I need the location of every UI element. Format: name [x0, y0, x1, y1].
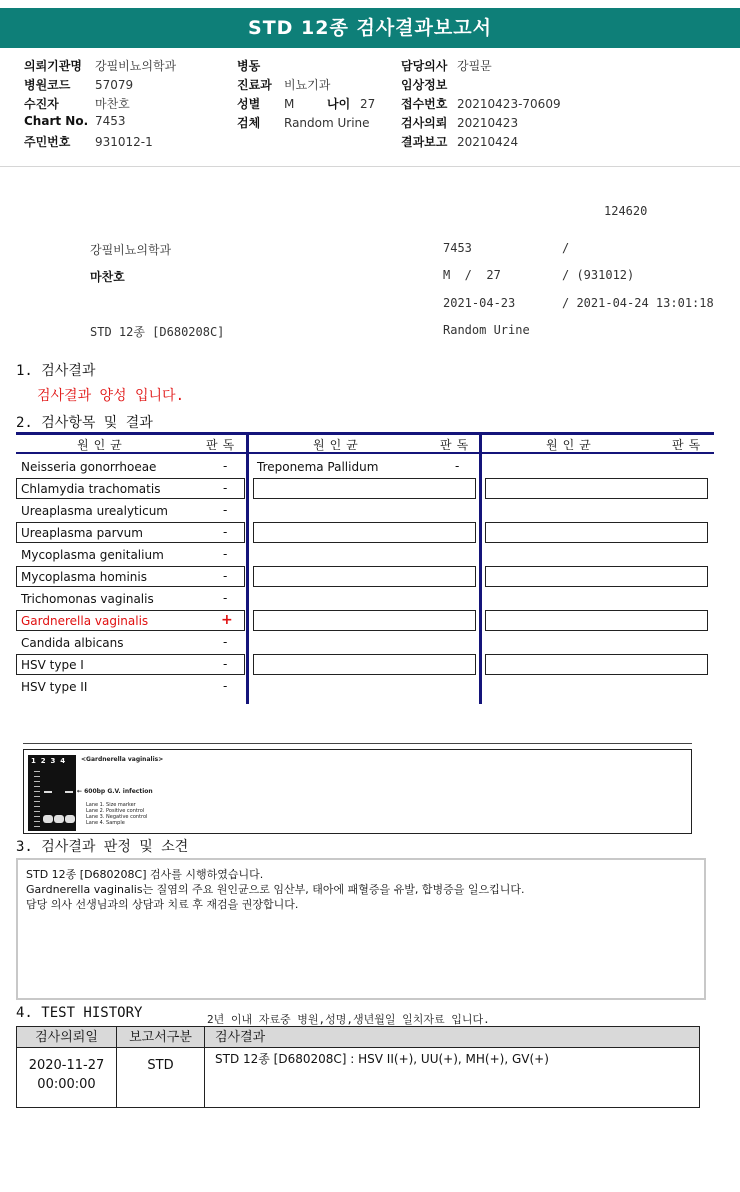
header-value: 57079	[95, 78, 134, 92]
organism-result: -	[223, 657, 228, 671]
test-name: STD 12종 [D680208C]	[90, 325, 225, 339]
organism-result: -	[223, 503, 228, 517]
patient-name: 마찬호	[90, 270, 125, 284]
result-row-box	[485, 654, 708, 675]
opinion-line: 담당 의사 선생님과의 상담과 치료 후 재검을 권장합니다.	[26, 898, 299, 911]
birth-date: / (931012)	[562, 268, 635, 282]
gel-primer-band	[43, 815, 53, 823]
organism-result: -	[223, 635, 228, 649]
organism-name: Candida albicans	[21, 636, 124, 650]
header-label: 결과보고	[401, 135, 448, 149]
organism-result: -	[223, 525, 228, 539]
header-label: 접수번호	[401, 97, 448, 111]
history-header-type: 보고서구분	[117, 1027, 205, 1048]
col2-organism-header: 원인균	[313, 438, 363, 452]
report-datetime: / 2021-04-24 13:01:18	[562, 296, 714, 310]
gel-image-panel	[23, 749, 692, 834]
gel-primer-band	[54, 815, 64, 823]
col1-judge-header: 판독	[206, 438, 240, 452]
history-date-cell	[17, 1048, 117, 1107]
header-label: 수진자	[24, 97, 59, 111]
organism-name: HSV type II	[21, 680, 88, 694]
history-note: 2년 이내 자료중 병원,성명,생년월일 일치자료 입니다.	[207, 1013, 490, 1026]
history-table	[16, 1026, 700, 1108]
header-col2	[237, 57, 375, 133]
organism-name: Ureaplasma parvum	[21, 526, 143, 540]
sex-value: M	[284, 97, 295, 111]
age-value: 27	[360, 97, 376, 111]
gel-lane-legend: Lane 2. Positive control	[86, 808, 145, 814]
result-row-box	[253, 654, 476, 675]
organism-name: Chlamydia trachomatis	[21, 482, 161, 496]
header-value: 20210423	[457, 116, 519, 130]
result-row-box	[485, 522, 708, 543]
gel-band-label: ← 600bp G.V. infection	[77, 788, 153, 795]
header-value: 마찬호	[95, 97, 130, 111]
header-value: 20210424	[457, 135, 519, 149]
col3-organism-header: 원인균	[546, 438, 596, 452]
hospital-name: 강필비뇨의학과	[90, 243, 172, 257]
organism-name: HSV type I	[21, 658, 84, 672]
request-date: 2021-04-23	[443, 296, 516, 310]
organism-name: Mycoplasma genitalium	[21, 548, 164, 562]
organism-name: Ureaplasma urealyticum	[21, 504, 168, 518]
header-label: 주민번호	[24, 135, 71, 149]
history-date: 2020-11-27	[28, 1058, 105, 1073]
gel-lane-numbers: 1 2 3 4	[31, 757, 66, 765]
history-time: 00:00:00	[37, 1077, 96, 1092]
gel-ladder-band	[34, 767, 40, 827]
section-history-title: 4. TEST HISTORY	[16, 1005, 143, 1021]
positive-result-message: 검사결과 양성 입니다.	[37, 388, 185, 404]
opinion-line: Gardnerella vaginalis는 질염의 주요 원인균으로 임산부, 태아에 패혈증을 유발, 합병증을 일으킵니다.	[26, 883, 525, 896]
result-row-box	[253, 522, 476, 543]
organism-name: Trichomonas vaginalis	[21, 592, 154, 606]
info-slash: /	[562, 241, 570, 255]
organism-result: -	[223, 569, 228, 583]
section-items-title: 2. 검사항목 및 결과	[16, 415, 153, 431]
col1-organism-header: 원인균	[77, 438, 127, 452]
organism-name-positive: Gardnerella vaginalis	[21, 614, 149, 628]
result-row-box	[485, 610, 708, 631]
grid-divider-1	[246, 432, 249, 704]
result-row-box	[253, 478, 476, 499]
header-label: 병원코드	[24, 78, 71, 92]
organism-result-positive: +	[221, 612, 233, 628]
organism-result: -	[223, 459, 228, 473]
gel-band	[65, 791, 73, 793]
report-title: STD 12종 검사결과보고서	[0, 8, 740, 48]
history-result: STD 12종 [D680208C] : HSV II(+), UU(+), MH(+), GV(+)	[215, 1052, 549, 1066]
header-value: 931012-1	[95, 135, 153, 149]
dept-label: 진료과	[237, 78, 272, 92]
gel-primer-band	[65, 815, 75, 823]
history-header-date: 검사의뢰일	[17, 1027, 117, 1048]
col3-judge-header: 판독	[672, 438, 706, 452]
age-label: 나이	[327, 97, 351, 111]
sex-label: 성별	[237, 97, 261, 111]
header-label: Chart No.	[24, 114, 89, 128]
organism-result: -	[223, 679, 228, 693]
history-header-result: 검사결과	[205, 1027, 699, 1048]
organism-result: -	[223, 547, 228, 561]
sex-age: M / 27	[443, 268, 501, 282]
gel-lane-legend: Lane 4. Sample	[86, 820, 125, 826]
header-label: 임상정보	[401, 78, 448, 92]
specimen-type: Random Urine	[443, 323, 530, 337]
grid-divider-2	[479, 432, 482, 704]
header-col3	[401, 57, 561, 152]
specimen-value: Random Urine	[284, 116, 370, 130]
specimen-label: 검체	[237, 116, 261, 130]
header-value: 20210423-70609	[457, 97, 561, 111]
header-value: 강필비뇨의학과	[95, 59, 177, 73]
gel-lane-legend: Lane 3. Negative control	[86, 814, 148, 820]
organism-result: -	[455, 459, 460, 473]
report-number: 124620	[604, 204, 648, 218]
organism-result: -	[223, 481, 228, 495]
opinion-line: STD 12종 [D680208C] 검사를 시행하였습니다.	[26, 868, 264, 881]
organism-name: Neisseria gonorrhoeae	[21, 460, 157, 474]
result-row-box	[253, 610, 476, 631]
result-row-box	[253, 566, 476, 587]
header-label: 검사의뢰	[401, 116, 448, 130]
history-type: STD	[117, 1048, 205, 1107]
header-label: 담당의사	[401, 59, 448, 73]
gel-band	[44, 791, 52, 793]
gel-title: <Gardnerella vaginalis>	[81, 756, 164, 763]
result-row-box	[485, 478, 708, 499]
header-col1	[24, 57, 176, 152]
header-divider	[0, 166, 740, 167]
dept-value: 비뇨기과	[284, 78, 331, 92]
organism-name: Mycoplasma hominis	[21, 570, 147, 584]
gel-lane-legend: Lane 1. Size marker	[86, 802, 136, 808]
section-opinion-title: 3. 검사결과 판정 및 소견	[16, 839, 189, 855]
header-value: 7453	[95, 114, 126, 128]
opinion-box	[16, 858, 706, 1000]
header-value: 강필문	[457, 59, 492, 73]
organism-name: Treponema Pallidum	[257, 460, 379, 474]
ward-label: 병동	[237, 59, 261, 73]
organism-result: -	[223, 591, 228, 605]
chart-number: 7453	[443, 241, 472, 255]
col2-judge-header: 판독	[440, 438, 474, 452]
result-row-box	[485, 566, 708, 587]
header-label: 의뢰기관명	[24, 59, 82, 73]
gel-electrophoresis-image	[28, 755, 76, 831]
grid-top-line	[16, 432, 714, 435]
gel-divider	[23, 743, 692, 744]
section-results-title: 1. 검사결과	[16, 363, 96, 379]
